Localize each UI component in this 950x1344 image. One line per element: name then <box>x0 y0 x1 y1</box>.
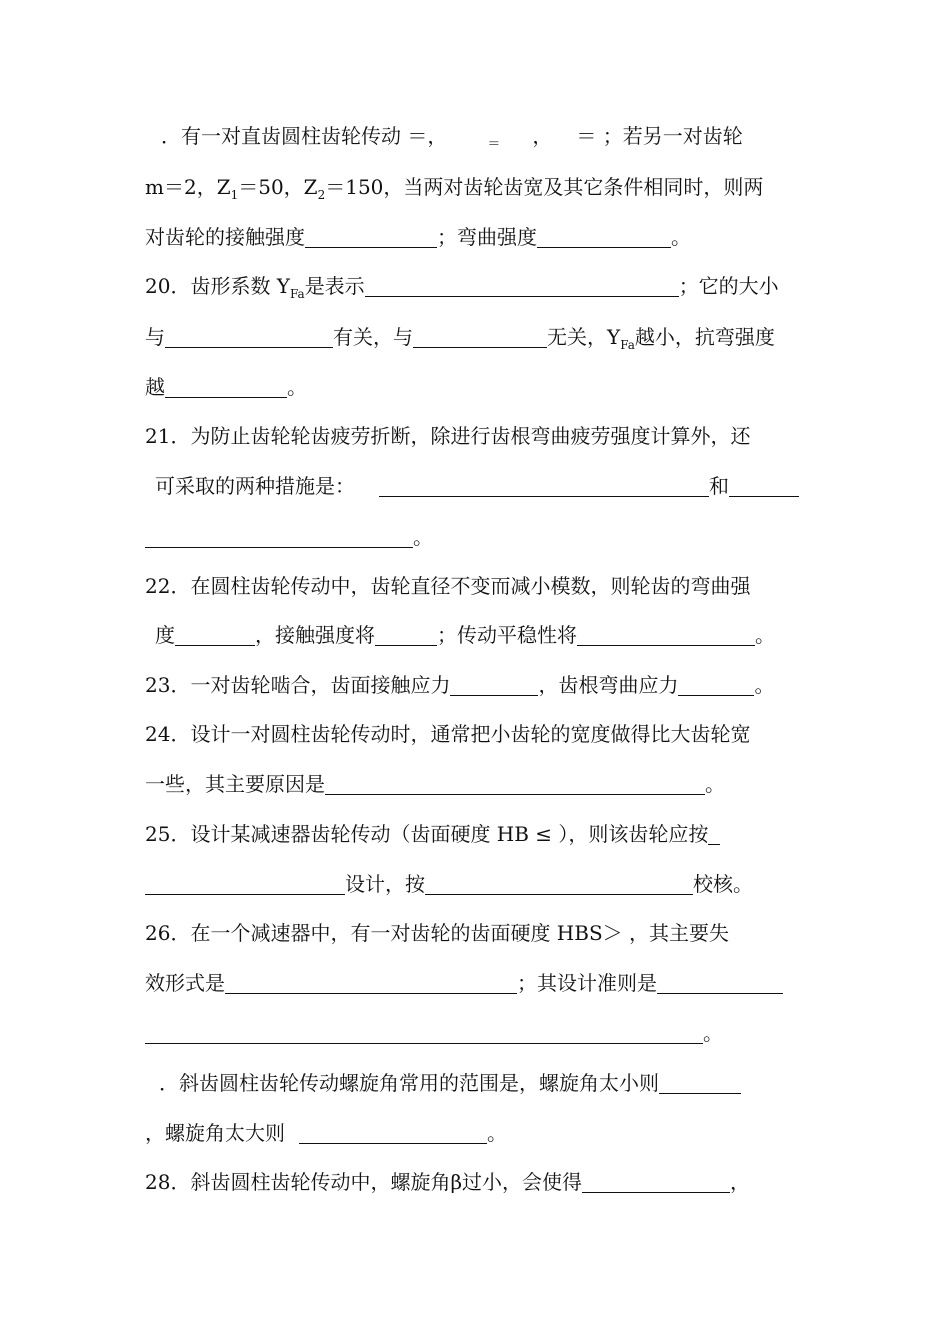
q27-text-2a: ，螺旋角太大则 <box>145 1121 285 1145</box>
q21-line-2 <box>145 471 807 501</box>
q22-line-2 <box>145 620 807 650</box>
q20-text-2c: 无关，Y <box>547 325 621 349</box>
q26-line-3 <box>145 1018 807 1048</box>
q24-text-2b: 。 <box>705 772 725 796</box>
q25-blank-check[interactable] <box>425 872 693 895</box>
q23-blank-bending-stress[interactable] <box>678 673 754 696</box>
q20-sub-1: Fa <box>290 287 305 301</box>
q19-text-1a: ．有一对直齿圆柱齿轮传动 ＝， <box>161 124 448 148</box>
q28-text-1b: ， <box>730 1170 751 1194</box>
q21-blank-measure-1[interactable] <box>379 474 709 497</box>
q26-text-2a: 效形式是 <box>145 971 225 995</box>
q28-text-1a: 28．斜齿圆柱齿轮传动中，螺旋角β过小，会使得 <box>145 1170 583 1194</box>
q22-text-2c: ；传动平稳性将 <box>437 623 577 647</box>
q27-blank-too-large[interactable] <box>299 1121 487 1144</box>
q20-text-1b: 是表示 <box>304 274 365 298</box>
q27-text-1: ．斜齿圆柱齿轮传动螺旋角常用的范围是，螺旋角太小则 <box>159 1071 659 1095</box>
q21-line-3 <box>145 522 807 552</box>
q20-text-1c: ；它的大小 <box>678 274 779 298</box>
q19-text-3a: 对齿轮的接触强度 <box>145 225 305 249</box>
q23-text-1c: 。 <box>754 673 775 697</box>
q19-line-1 <box>145 121 807 151</box>
q21-text-1: 21．为防止齿轮轮齿疲劳折断，除进行齿根弯曲疲劳强度计算外，还 <box>145 424 751 448</box>
q19-line-3 <box>145 222 807 252</box>
q22-blank-smoothness[interactable] <box>577 623 755 646</box>
q20-line-1 <box>145 271 807 301</box>
q19-sub-1: 1 <box>230 188 239 202</box>
q25-text-2b: 校核。 <box>693 872 753 896</box>
q23-text-1b: ，齿根弯曲应力 <box>538 673 679 697</box>
q20-sub-2: Fa <box>620 338 635 352</box>
q26-line-1 <box>145 918 807 948</box>
q27-blank-too-small[interactable] <box>659 1071 741 1094</box>
q19-text-3b: ；弯曲强度 <box>437 225 537 249</box>
q24-line-1 <box>145 719 807 749</box>
q23-blank-contact-stress[interactable] <box>450 673 538 696</box>
q28-blank-effect[interactable] <box>582 1170 730 1193</box>
q26-line-2 <box>145 968 807 998</box>
q25-text-1: 25．设计某减速器齿轮传动（齿面硬度 HB ≤ ），则该齿轮应按 <box>145 822 709 846</box>
q22-line-1 <box>145 571 807 601</box>
q20-text-3b: 。 <box>287 375 307 399</box>
q26-text-3: 。 <box>703 1021 723 1045</box>
q28-line-1 <box>145 1167 807 1197</box>
q19-text-2c: ＝150，当两对齿轮齿宽及其它条件相同时，则两 <box>325 175 764 199</box>
q25-line-2 <box>145 869 807 899</box>
q19-blank-bending[interactable] <box>537 225 671 248</box>
q22-text-2a: 度 <box>155 623 175 647</box>
q20-text-2b: 有关，与 <box>333 325 413 349</box>
q24-line-2 <box>145 769 807 799</box>
q21-text-3: 。 <box>413 525 433 549</box>
q19-text-1b: ＝ <box>487 137 501 152</box>
q25-text-2a: 设计，按 <box>345 872 425 896</box>
q19-sub-2: 2 <box>317 188 326 202</box>
q21-line-1 <box>145 421 807 451</box>
q19-text-1c: ， <box>532 124 553 148</box>
q20-text-1a: 20．齿形系数 Y <box>145 274 291 298</box>
q26-blank-criterion-b[interactable] <box>145 1021 703 1044</box>
q20-text-3a: 越 <box>145 375 165 399</box>
q22-blank-contact[interactable] <box>375 623 437 646</box>
q19-line-2 <box>145 172 807 202</box>
q22-text-2d: 。 <box>755 623 775 647</box>
q22-text-1: 22．在圆柱齿轮传动中，齿轮直径不变而减小模数，则轮齿的弯曲强 <box>145 574 751 598</box>
q21-blank-measure-2a[interactable] <box>729 474 799 497</box>
q19-text-1d: ＝ ；若另一对齿轮 <box>576 124 743 148</box>
q19-blank-contact[interactable] <box>305 225 437 248</box>
q22-blank-bending[interactable] <box>175 623 255 646</box>
q20-blank-related[interactable] <box>165 325 333 348</box>
q27-line-1 <box>145 1068 807 1098</box>
q19-text-2b: ＝50，Z <box>238 175 318 199</box>
q24-text-1: 24．设计一对圆柱齿轮传动时，通常把小齿轮的宽度做得比大齿轮宽 <box>145 722 751 746</box>
q21-text-2b: 和 <box>709 474 729 498</box>
q20-blank-meaning[interactable] <box>365 274 679 297</box>
q20-line-2 <box>145 322 807 352</box>
q20-text-2a: 与 <box>145 325 165 349</box>
q20-blank-strength[interactable] <box>165 375 287 398</box>
q26-text-1: 26．在一个减速器中，有一对齿轮的齿面硬度 HBS＞ ，其主要失 <box>145 921 730 945</box>
q26-blank-failure-mode[interactable] <box>225 971 517 994</box>
q19-text-3c: 。 <box>671 225 691 249</box>
q23-text-1a: 23．一对齿轮啮合，齿面接触应力 <box>145 673 451 697</box>
q20-blank-unrelated[interactable] <box>413 325 547 348</box>
q26-text-2b: ；其设计准则是 <box>517 971 657 995</box>
q24-blank-reason[interactable] <box>325 772 705 795</box>
q27-line-2 <box>145 1118 807 1148</box>
q24-text-2a: 一些，其主要原因是 <box>145 772 325 796</box>
q22-text-2b: ，接触强度将 <box>255 623 375 647</box>
q20-line-3 <box>145 372 807 402</box>
q26-blank-criterion-a[interactable] <box>657 971 783 994</box>
q23-line-1 <box>145 670 807 700</box>
q25-blank-design-a[interactable] <box>708 822 720 845</box>
q25-line-1 <box>145 819 807 849</box>
q27-text-2b: 。 <box>487 1121 507 1145</box>
q25-blank-design-b[interactable] <box>145 872 345 895</box>
q20-text-2d: 越小，抗弯强度 <box>634 325 775 349</box>
q21-blank-measure-2b[interactable] <box>145 525 413 548</box>
q19-text-2a: m＝2，Z <box>145 175 231 199</box>
q21-text-2a: 可采取的两种措施是： <box>155 474 355 498</box>
